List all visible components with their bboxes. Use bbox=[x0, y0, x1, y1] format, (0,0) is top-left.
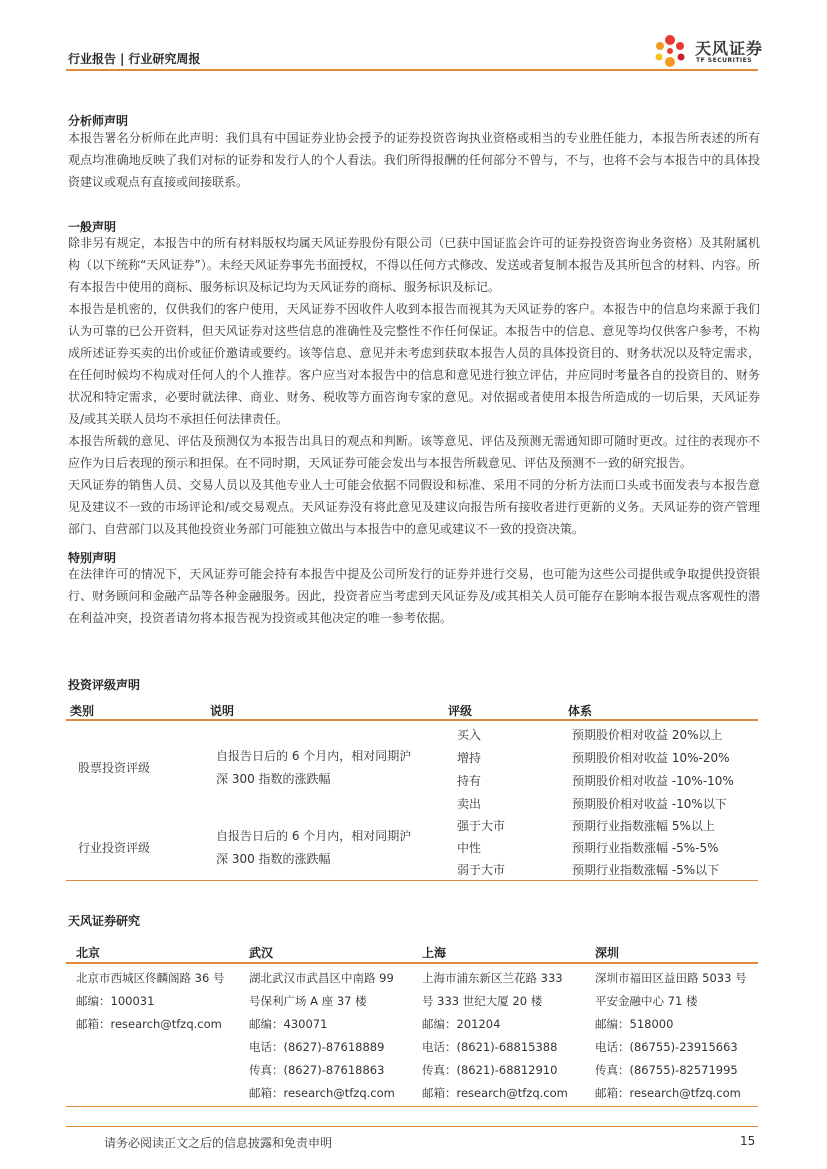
rating-level: 卖出 bbox=[457, 797, 482, 811]
logo-petal bbox=[678, 54, 685, 61]
office-address: 号 333 世纪大厦 20 楼 bbox=[422, 994, 543, 1008]
office-email: 邮箱：research@tfzq.com bbox=[422, 1086, 568, 1100]
rating-system: 预期股价相对收益 -10%-10% bbox=[572, 774, 734, 788]
logo-name: 天风证券 bbox=[695, 39, 764, 58]
rating-system: 预期行业指数涨幅 -5%以下 bbox=[572, 863, 720, 877]
office-address: 号保利广场 A 座 37 楼 bbox=[249, 994, 367, 1008]
logo-subtitle: TF SECURITIES bbox=[696, 57, 753, 64]
office-fax: 传真：(86755)-82571995 bbox=[595, 1063, 738, 1077]
general-paragraph: 本报告是机密的，仅供我们的客户使用，天风证券不因收件人收到本报告而视其为天风证券的客户。本报告中的信息均来源于我们认为可靠的已公开资料，但天风证券对这些信息的准确性及完整性不作任何保证。本报告中的信息、意见等均仅供客户参考，不构成所述证券买卖的出价或征价邀请或要约。该等信息、意见并未考虑到获取本报告人员的具体投资目的、财务状况以及特定需求，在任何时候均不构成对任何人的个人推荐。客户应当对本报告中的信息和意见进行独立评估，并应同时考量各自的投资目的、财务状况和特定需求，必要时就法律、商业、财务、税收等方面咨询专家的意见。对依据或者使用本报告所造成的一切后果，天风证券及/或其关联人员均不承担任何法律责任。 bbox=[68, 302, 760, 426]
office-address: 平安金融中心 71 楼 bbox=[595, 994, 698, 1008]
general-paragraph: 天风证券的销售人员、交易人员以及其他专业人士可能会依据不同假设和标准、采用不同的分析方法而口头或书面发表与本报告意见及建议不一致的市场评论和/或交易观点。天风证券没有将此意见及建议向报告所有接收者进行更新的义务。天风证券的资产管理部门、自营部门以及其他投资业务部门可能独立做出与本报告中的意见或建议不一致的投资决策。 bbox=[68, 478, 760, 536]
office-postcode: 邮编：518000 bbox=[595, 1017, 674, 1031]
office-beijing-details bbox=[76, 967, 224, 1036]
office-postcode: 邮编：100031 bbox=[76, 994, 155, 1008]
analyst-section-title: 分析师声明 bbox=[68, 114, 129, 128]
special-statement bbox=[68, 563, 760, 629]
breadcrumb-separator: | bbox=[120, 52, 125, 66]
office-address: 深圳市福田区益田路 5033 号 bbox=[595, 971, 747, 985]
rating-system: 预期股价相对收益 -10%以下 bbox=[572, 797, 727, 811]
header-divider bbox=[66, 69, 758, 71]
general-paragraph: 本报告所载的意见、评估及预测仅为本报告出具日的观点和判断。该等意见、评估及预测无需通知即可随时更改。过往的表现亦不应作为日后表现的预示和担保。在不同时期，天风证券可能会发出与本报告所载意见、评估及预测不一致的研究报告。 bbox=[68, 434, 760, 470]
logo-petal bbox=[676, 42, 684, 50]
office-city-shanghai: 上海 bbox=[422, 946, 447, 960]
header-breadcrumb bbox=[68, 50, 200, 67]
rating-system: 预期行业指数涨幅 -5%-5% bbox=[572, 841, 719, 855]
page-number: 15 bbox=[740, 1134, 756, 1148]
office-address: 北京市西城区佟麟阁路 36 号 bbox=[76, 971, 225, 985]
logo-petal bbox=[665, 35, 675, 45]
office-email: 邮箱：research@tfzq.com bbox=[76, 1017, 222, 1031]
rating-system: 预期股价相对收益 10%-20% bbox=[572, 751, 730, 765]
office-phone: 电话：(86755)-23915663 bbox=[595, 1040, 738, 1054]
header-rating: 评级 bbox=[448, 704, 473, 718]
footer-divider bbox=[66, 1126, 758, 1127]
office-shenzhen-details bbox=[595, 967, 747, 1105]
rating-category-stock: 股票投资评级 bbox=[78, 761, 151, 775]
rating-table-title: 投资评级声明 bbox=[68, 678, 141, 692]
general-section-title: 一般声明 bbox=[68, 220, 117, 234]
rating-table-bottom-rule bbox=[66, 880, 758, 881]
rating-description-stock bbox=[216, 745, 411, 791]
general-statement bbox=[68, 232, 760, 540]
office-wuhan-details bbox=[249, 967, 395, 1105]
office-email: 邮箱：research@tfzq.com bbox=[249, 1086, 395, 1100]
logo-petal bbox=[665, 57, 675, 67]
description-line: 自报告日后的 6 个月内，相对同期沪 bbox=[216, 829, 412, 843]
logo-flower-icon bbox=[650, 32, 690, 72]
office-city-wuhan: 武汉 bbox=[249, 946, 274, 960]
header-system: 体系 bbox=[568, 704, 593, 718]
office-postcode: 邮编：430071 bbox=[249, 1017, 328, 1031]
office-city-beijing: 北京 bbox=[76, 946, 101, 960]
header-category: 类别 bbox=[70, 704, 95, 718]
office-fax: 传真：(8621)-68812910 bbox=[422, 1063, 558, 1077]
rating-description-industry bbox=[216, 825, 411, 871]
rating-level: 增持 bbox=[457, 751, 482, 765]
logo-petal bbox=[656, 54, 663, 61]
company-logo bbox=[650, 32, 764, 72]
rating-level: 中性 bbox=[457, 841, 482, 855]
office-shanghai-details bbox=[422, 967, 568, 1105]
logo-petal bbox=[656, 42, 664, 50]
description-line: 深 300 指数的涨跌幅 bbox=[216, 772, 331, 786]
description-line: 自报告日后的 6 个月内，相对同期沪 bbox=[216, 749, 412, 763]
contacts-header-rule bbox=[66, 962, 758, 964]
analyst-paragraph: 本报告署名分析师在此声明：我们具有中国证券业协会授予的证券投资咨询执业资格或相当的专业胜任能力，本报告所表述的所有观点均准确地反映了我们对标的证券和发行人的个人看法。我们所得报酬的任何部分不曾与，不与，也将不会与本报告中的具体投资建议或观点有直接或间接联系。 bbox=[68, 131, 760, 189]
contacts-title: 天风证券研究 bbox=[68, 914, 141, 928]
rating-level: 弱于大市 bbox=[457, 863, 506, 877]
office-city-shenzhen: 深圳 bbox=[595, 946, 620, 960]
header-description: 说明 bbox=[210, 704, 235, 718]
contacts-bottom-rule bbox=[66, 1106, 758, 1107]
report-subcategory: 行业研究周报 bbox=[128, 52, 201, 66]
rating-level: 强于大市 bbox=[457, 819, 506, 833]
rating-category-industry: 行业投资评级 bbox=[78, 841, 151, 855]
office-postcode: 邮编：201204 bbox=[422, 1017, 501, 1031]
special-section-title: 特别声明 bbox=[68, 551, 117, 565]
office-email: 邮箱：research@tfzq.com bbox=[595, 1086, 741, 1100]
rating-level: 持有 bbox=[457, 774, 482, 788]
rating-system: 预期股价相对收益 20%以上 bbox=[572, 728, 723, 742]
special-paragraph: 在法律许可的情况下，天风证券可能会持有本报告中提及公司所发行的证券并进行交易，也可能为这些公司提供或争取提供投资银行、财务顾问和金融产品等各种金融服务。因此，投资者应当考虑到天风证券及/或其相关人员可能存在影响本报告观点客观性的潜在利益冲突，投资者请勿将本报告视为投资或其他决定的唯一参考依据。 bbox=[68, 567, 760, 625]
rating-system: 预期行业指数涨幅 5%以上 bbox=[572, 819, 715, 833]
footer-disclaimer-notice: 请务必阅读正文之后的信息披露和免责申明 bbox=[104, 1136, 333, 1150]
report-category: 行业报告 bbox=[68, 52, 117, 66]
office-phone: 电话：(8627)-87618889 bbox=[249, 1040, 385, 1054]
office-address: 湖北武汉市武昌区中南路 99 bbox=[249, 971, 394, 985]
office-fax: 传真：(8627)-87618863 bbox=[249, 1063, 385, 1077]
general-paragraph: 除非另有规定，本报告中的所有材料版权均属天风证券股份有限公司（已获中国证监会许可的证券投资咨询业务资格）及其附属机构（以下统称“天风证券”）。未经天风证券事先书面授权，不得以任何方式修改、发送或者复制本报告及其所包含的材料、内容。所有本报告中使用的商标、服务标识及标记均为天风证券的商标、服务标识及标记。 bbox=[68, 236, 760, 294]
rating-level: 买入 bbox=[457, 728, 482, 742]
rating-table-header bbox=[66, 701, 758, 721]
office-address: 上海市浦东新区兰花路 333 bbox=[422, 971, 563, 985]
logo-center bbox=[667, 48, 673, 54]
analyst-statement bbox=[68, 127, 760, 193]
description-line: 深 300 指数的涨跌幅 bbox=[216, 852, 331, 866]
office-phone: 电话：(8621)-68815388 bbox=[422, 1040, 558, 1054]
